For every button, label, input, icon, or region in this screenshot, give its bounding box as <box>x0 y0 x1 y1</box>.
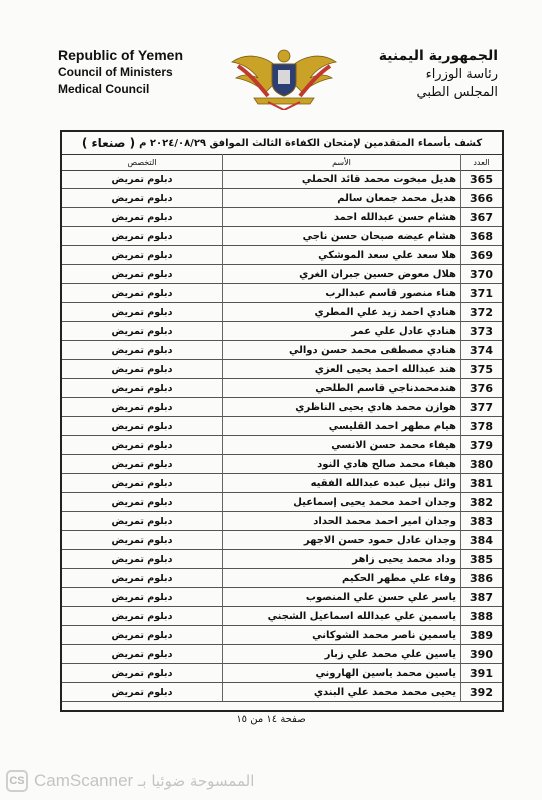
table-row <box>62 531 502 550</box>
row-number: 380 <box>460 455 502 473</box>
table-row <box>62 626 502 645</box>
row-specialty: دبلوم تمريض <box>111 553 173 565</box>
row-specialty: دبلوم تمريض <box>111 667 173 679</box>
row-specialty: دبلوم تمريض <box>111 268 173 280</box>
row-name: هديل مبخوت محمد قائد الحملي <box>222 170 460 188</box>
table-row <box>62 246 502 265</box>
scanner-watermark <box>0 764 542 800</box>
row-number: 372 <box>460 303 502 321</box>
row-name: وفاء علي مطهر الحكيم <box>222 569 460 587</box>
row-number: 389 <box>460 626 502 644</box>
table-row <box>62 512 502 531</box>
row-number: 373 <box>460 322 502 340</box>
table-row <box>62 474 502 493</box>
row-specialty: دبلوم تمريض <box>111 629 173 641</box>
row-specialty: دبلوم تمريض <box>111 439 173 451</box>
row-name: هديل محمد جمعان سالم <box>222 189 460 207</box>
header-medical-council: Medical Council <box>58 82 150 96</box>
row-name: هناء منصور قاسم عبدالرب <box>222 284 460 302</box>
row-name: ياسر علي حسن علي المنصوب <box>222 588 460 606</box>
header-council-ministers: Council of Ministers <box>58 65 173 79</box>
row-number: 392 <box>460 683 502 701</box>
row-name: وجدان امير احمد محمد الحداد <box>222 512 460 530</box>
row-number: 383 <box>460 512 502 530</box>
column-header-number: العدد <box>460 154 502 170</box>
table-row <box>62 322 502 341</box>
table-row <box>62 417 502 436</box>
table-row <box>62 588 502 607</box>
watermark-prefix: الممسوحة ضوئيا بـ <box>138 772 255 790</box>
column-header-specialty: التخصص <box>127 157 157 167</box>
row-number: 369 <box>460 246 502 264</box>
row-specialty: دبلوم تمريض <box>111 173 173 185</box>
table-row <box>62 550 502 569</box>
row-specialty: دبلوم تمريض <box>111 686 173 698</box>
table-row <box>62 436 502 455</box>
table-row <box>62 265 502 284</box>
table-row <box>62 455 502 474</box>
row-specialty: دبلوم تمريض <box>111 572 173 584</box>
row-name: وائل نبيل عبده عبدالله الفقيه <box>222 474 460 492</box>
row-number: 370 <box>460 265 502 283</box>
row-specialty: دبلوم تمريض <box>111 230 173 242</box>
row-name: ياسمين علي عبدالله اسماعيل الشجني <box>222 607 460 625</box>
row-number: 384 <box>460 531 502 549</box>
header-arabic <box>348 46 498 102</box>
row-specialty: دبلوم تمريض <box>111 458 173 470</box>
row-name: هوازن محمد هادي يحيى الناظري <box>222 398 460 416</box>
row-number: 387 <box>460 588 502 606</box>
watermark-brand: CamScanner <box>34 771 134 790</box>
row-number: 391 <box>460 664 502 682</box>
row-name: ياسين محمد ياسين الهاروني <box>222 664 460 682</box>
row-specialty: دبلوم تمريض <box>111 534 173 546</box>
table-row <box>62 379 502 398</box>
row-specialty: دبلوم تمريض <box>111 477 173 489</box>
row-name: هيام مطهر احمد القليسي <box>222 417 460 435</box>
table-row <box>62 569 502 588</box>
table-row <box>62 360 502 379</box>
row-specialty: دبلوم تمريض <box>111 382 173 394</box>
table-row <box>62 303 502 322</box>
list-title-text: كشف بأسماء المتقدمين لإمتحان الكفاءة الثالث الموافق ٢٠٢٤/٠٨/٢٩ م <box>139 137 483 149</box>
row-number: 390 <box>460 645 502 663</box>
row-number: 385 <box>460 550 502 568</box>
row-number: 371 <box>460 284 502 302</box>
row-number: 379 <box>460 436 502 454</box>
table-row <box>62 208 502 227</box>
row-specialty: دبلوم تمريض <box>111 344 173 356</box>
row-specialty: دبلوم تمريض <box>111 363 173 375</box>
row-specialty: دبلوم تمريض <box>111 192 173 204</box>
table-row <box>62 683 502 702</box>
row-specialty: دبلوم تمريض <box>111 306 173 318</box>
table-row <box>62 398 502 417</box>
row-name: وجدان عادل حمود حسن الاجهر <box>222 531 460 549</box>
header-republic: Republic of Yemen <box>58 47 183 63</box>
row-name: هند عبدالله احمد يحيى العزي <box>222 360 460 378</box>
row-name: وداد محمد يحيى زاهر <box>222 550 460 568</box>
table-row <box>62 607 502 626</box>
row-number: 368 <box>460 227 502 245</box>
row-specialty: دبلوم تمريض <box>111 515 173 527</box>
row-specialty: دبلوم تمريض <box>111 420 173 432</box>
watermark-text <box>34 771 254 791</box>
row-name: هنادي مصطفى محمد حسن دوالي <box>222 341 460 359</box>
header-english <box>58 46 233 98</box>
row-number: 365 <box>460 170 502 188</box>
row-specialty: دبلوم تمريض <box>111 211 173 223</box>
table-row <box>62 664 502 683</box>
table-header <box>62 154 502 171</box>
row-number: 377 <box>460 398 502 416</box>
row-name: هشام عيضه صبحان حسن ناجي <box>222 227 460 245</box>
table-row <box>62 189 502 208</box>
header-medical-council-ar: المجلس الطبي <box>416 85 498 100</box>
row-number: 367 <box>460 208 502 226</box>
row-specialty: دبلوم تمريض <box>111 287 173 299</box>
row-number: 388 <box>460 607 502 625</box>
row-specialty: دبلوم تمريض <box>111 325 173 337</box>
row-specialty: دبلوم تمريض <box>111 591 173 603</box>
header-republic-ar: الجمهورية اليمنية <box>378 48 498 64</box>
camscanner-logo-icon: CS <box>6 770 28 792</box>
table-row <box>62 284 502 303</box>
header-presidency-ar: رئاسة الوزراء <box>425 67 498 82</box>
row-name: هنادي احمد زيد علي المطري <box>222 303 460 321</box>
row-name: وجدان احمد محمد يحيى إسماعيل <box>222 493 460 511</box>
row-specialty: دبلوم تمريض <box>111 648 173 660</box>
list-title-city: ( صنعاء ) <box>81 136 136 150</box>
row-name: هلال معوض حسين جبران الغري <box>222 265 460 283</box>
row-number: 376 <box>460 379 502 397</box>
row-name: هشام حسن عبدالله احمد <box>222 208 460 226</box>
table-row <box>62 645 502 664</box>
row-specialty: دبلوم تمريض <box>111 401 173 413</box>
list-title <box>62 132 502 155</box>
row-number: 382 <box>460 493 502 511</box>
table-body <box>62 170 502 702</box>
row-number: 374 <box>460 341 502 359</box>
table-row <box>62 341 502 360</box>
row-specialty: دبلوم تمريض <box>111 496 173 508</box>
row-name: هلا سعد علي سعد الموشكي <box>222 246 460 264</box>
row-specialty: دبلوم تمريض <box>111 610 173 622</box>
row-name: ياسمين ناصر محمد الشوكاني <box>222 626 460 644</box>
row-number: 386 <box>460 569 502 587</box>
row-name: هيفاء محمد حسن الانسي <box>222 436 460 454</box>
row-number: 366 <box>460 189 502 207</box>
row-number: 378 <box>460 417 502 435</box>
row-name: هنادي عادل علي عمر <box>222 322 460 340</box>
column-header-name: الأسم <box>222 154 460 170</box>
row-number: 375 <box>460 360 502 378</box>
table-row <box>62 493 502 512</box>
page-number: صفحة ١٤ من ١٥ <box>236 714 306 725</box>
row-number: 381 <box>460 474 502 492</box>
row-name: يحيى محمد محمد علي البندي <box>222 683 460 701</box>
row-name: ياسين علي محمد علي زبار <box>222 645 460 663</box>
row-name: هندمحمدناجي قاسم الطلحي <box>222 379 460 397</box>
row-specialty: دبلوم تمريض <box>111 249 173 261</box>
table-row <box>62 170 502 189</box>
row-name: هيفاء محمد صالح هادي النود <box>222 455 460 473</box>
table-row <box>62 227 502 246</box>
yemen-eagle-emblem-icon <box>228 44 340 110</box>
